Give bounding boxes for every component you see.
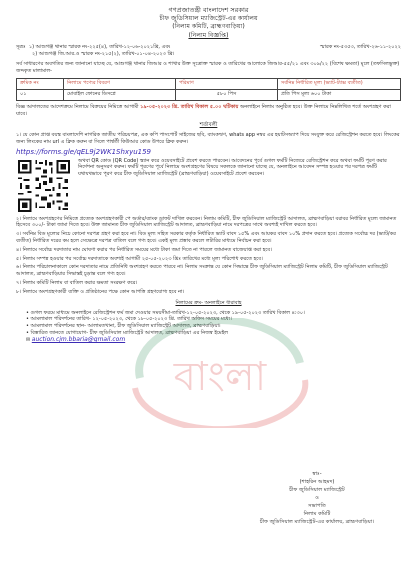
- col-min-price: সর্বনিম্ন নির্ধারিত মূল্য (ভ্যাট-ট্যাক্স ব্যতীত): [278, 79, 401, 90]
- ref-2: ২) আশুগঞ্জ জি.আর.ও স্মারক নং-২১৫(২), তারিখ-০১-০৪-২০২৩ খ্রি।: [32, 51, 175, 57]
- term-4: ৪। নিলামে সর্বোচ্চ দরদাতার নাম ঘোষণা করার পর নির্ধারিত সময়ের মধ্যে টাকা জমা দিতে না পারলে জামানত বাজেয়াপ্ত করা হবে।: [16, 246, 273, 253]
- terms-title: শর্তাবলী: [199, 122, 218, 128]
- letterhead: [16, 6, 401, 40]
- qr-instructions: অথবা QR কোড (QR Code) স্ক্যান করে ওয়েবসাইটে প্রবেশ করতে পারবেন। আবেদনের পূর্বে গুগল ফর্মটি নিজেরে রেজিস্ট্রেশন করে অথবা ফর্মটি পূরণ করার নির্দেশনা অনুসরণ করুন। ফর্মটি পূরণের পূর্বে নিলামে অংশগ্রহণের বিষয়ে সকলকে জানানো যাচ্ছে যে, অনলাইনে আবেদন সম্পন্ন হওয়ার পর দরপত্র ফর্মটি যথাযথভাবে পূরণ করে চীফ জুডিসিয়াল ম্যাজিস্ট্রেট (ব্রাহ্মণবাড়িয়া) ওয়েবসাইটে প্রবেশ করবেন।: [78, 157, 387, 178]
- ref-1: ১) আশুগঞ্জ থানার স্মারক নং-২২৫(৪), তারিখ-১২-০৬-২০২১খ্রি, এবং: [28, 44, 171, 50]
- term-7: ৭। নিলাম কমিটি নিলাম বা বাতিল করার ক্ষমতা সংরক্ষণ করে।: [16, 279, 138, 286]
- term-2: ২। নিলামে অংশগ্রহণের নিমিত্তে প্রত্যেক অংশগ্রহণকারী পে অর্ডার/ব্যাংক ড্রাফট দাখিল করবেন। নিলাম কমিটি, চীফ জুডিসিয়াল ম্যাজিস্ট্রেট আদালত, ব্রাহ্মণবাড়িয়া বরাবর নির্ধারিত মূল্যে জামানত হিসেবে ৩০০/- টাকা জামা দিতে হবে। উক্ত জামানত চীফ জুডিসিয়াল ম্যাজিস্ট্রেট আদালত, ব্রাহ্মণবাড়িয়া নামে দরপত্রের সাথে অবশ্যই দাখিল করতে হবে।: [16, 215, 397, 229]
- signatory-designation-1: চীফ জুডিসিয়াল ম্যাজিস্ট্রেট: [289, 487, 345, 493]
- col-quantity: পরিমাণ: [176, 79, 278, 90]
- ref-label: সূত্রঃ: [16, 44, 26, 50]
- cell-quantity: ৫৮০ পিস: [176, 90, 278, 101]
- signatory-designation-4: নিলাম কমিটি: [303, 511, 331, 517]
- schedule-item: • গুগল ফরমে মাধ্যমে অনলাইনে রেজিস্ট্রেশন ফর্ম জমা দেওয়ার সময়সীমা-তারিখ-১২-০৫-২০২৩, থেকে ১৯-০৫-২০২৩ তারিখ বিকাল ৪:৩০।: [26, 309, 305, 316]
- committee-title: (নিলাম কমিটি, ব্রাহ্মণবাড়িয়া): [172, 23, 245, 30]
- notice-title: (নিলাম বিজ্ঞপ্তি): [188, 31, 229, 39]
- registration-link[interactable]: https://forms.gle/qEL9j2WK1Shxyu159: [16, 147, 152, 156]
- term-1: ১। যে কোন প্রাপ্ত বয়স্ক বাংলাদেশি নাগরিক জাতীয় পরিচয়পত্র, এক কপি পাসপোর্ট সাইজের ছবি, ব্যাংকঋণ, whats app নম্বর এর হয়াটসঅ্যাপ দিয়ে সংযুক্ত করে রেজিস্ট্রেশন করতে হবে। লিংকের জন্য লিংকের নাম url এ ক্লিক করুন বা সিলে পার্শ্বর্তী কিউআর কোড উপরে ক্লিক করুন।: [16, 132, 400, 145]
- schedule-title: নিলামের ক্রম- অনলাইনে ধারাবাহ: [175, 299, 242, 306]
- signatory-designation-5: চীফ জুডিসিয়াল ম্যাজিস্ট্রেট-এর কার্যালয়, ব্রাহ্মণবাড়িয়া।: [259, 519, 375, 525]
- table-row: [17, 90, 401, 101]
- notice-after: অনলাইনে নিলাম অনুষ্ঠিত হবে। উক্ত নিলামে নিম্নলিখিত শর্তে অংশগ্রহণ করা যাবে।: [16, 104, 391, 117]
- auction-notice: [16, 104, 401, 118]
- col-item: নিলামে পণ্যের বিবরণ: [64, 79, 176, 90]
- qr-block: [16, 158, 401, 214]
- col-serial: ক্রমিক নং: [17, 79, 64, 90]
- signatory-designation-2: ও: [315, 495, 319, 501]
- cell-min-price: প্রতি পিস মূল্য ৬০০ টাকা: [278, 90, 401, 101]
- notice-date: ১৯-০৫-২০২৩ খ্রি. তারিখ বিকাল ৫.০০ ঘটিকায়: [140, 104, 239, 110]
- email-line: ✉ auction.cjm.bbaria@gmail.com: [26, 335, 126, 343]
- reference-block: [16, 44, 401, 58]
- intro-paragraph: সর্ব সাধারণের অবগতির জন্য জানানো যাচ্ছে যে, আশুগঞ্জ থানার জিআর ও শাখার উক্ত সূত্রোক্ত স্মারক ও তারিখের আলোকে জিআর-৫৫/২১ এবং ৩০৯/২২ (বিশেষ ক্ষমতা) মূলে (তফসিলভুক্ত) জব্দকৃত মালামাল-: [16, 61, 400, 74]
- qr-code-icon[interactable]: [16, 158, 72, 214]
- schedule-item: • আমলামাল পরিদর্শনের স্থান- আলামতখানা, চীফ জুডিসিয়াল ম্যাজিস্ট্রেট আদালত, ব্রাহ্মণবাড়িয়া।: [26, 323, 221, 330]
- contact-email[interactable]: auction.cjm.bbaria@gmail.com: [31, 335, 126, 343]
- cell-item: মোবাইল ফোনের ডিসপ্লে: [64, 90, 176, 101]
- ref-1-right: স্মারক নং-৫৩৫৩, তারিখ-২৬-১১-২০২২: [319, 44, 401, 50]
- term-6: ৬। নিলাম পরিচালনাকালে কোন দরদাতার নামে প্রতিনিধি অংশগ্রহণ করতে পারবে না। নিলাম সংক্রান্ত যে কোন সিদ্ধান্তে চীফ জুডিসিয়াল ম্যাজিস্ট্রেট নিলাম কমিটি, চীফ জুডিসিয়াল ম্যাজিস্ট্রেট আদালত, ব্রাহ্মণবাড়িয়ার সিদ্ধান্তই চূড়ান্ত বলে গণ্য হবে।: [16, 264, 388, 278]
- schedule-item: • বিস্তারিত জানতে যোগাযোগ- চীফ জুডিসিয়াল ম্যাজিস্ট্রেট আদালত, ব্রাহ্মণবাড়িয়া এর নিজস্ব ইমেইল: [26, 329, 229, 336]
- auction-items-table: [16, 78, 401, 101]
- cell-serial: ০১: [17, 90, 64, 101]
- table-header-row: [17, 79, 401, 90]
- watermark-logo-icon: [120, 318, 320, 428]
- signatory-name: (শাহরিন আহমদ): [299, 479, 335, 485]
- office-title: চীফ জুডিসিয়াল ম্যাজিস্ট্রেট-এর কার্যালয়: [159, 14, 258, 22]
- schedule-item: • আমলামাল পরিদর্শনের তারিখ- ১২-০৫-২০২৩, থেকে ১৮-০৫-২০২৩ খ্রি. তারিখ অফিস সময়ের মধ্যে।: [26, 316, 232, 323]
- watermark-text: বাংলা: [173, 354, 267, 400]
- signatory-designation-3: সভাপতি: [308, 503, 326, 509]
- term-5: ৫। নিলাম সম্পন্ন হওয়ার পর সর্বোচ্চ দরদাতাকে অবশ্যই আগামী ২৫-০৫-২০২৩ খ্রিঃ তারিখের মধ্যে মূল্য পরিশোধ করতে হবে।: [16, 255, 263, 262]
- term-3: ৩। সর্বনিম্ন বিড মূল্যের নিচে কোনো দরপত্র গ্রহণ করা হবে না। বিড মূল্য সহিত সরকার কর্তৃক নির্ধারিত ভ্যাট বাবদ ১৫% এবং আয়কর বাবদ ১০% প্রদান করতে হবে। প্রত্যেক সর্বোচ্চ দর (ভ্যাট/কর ব্যতীত) নির্ধারিত দরের কম হলে সেক্ষেত্রে দরপত্র বাতিল বলে গণ্য হবে। একই মূল্য প্রস্তাব করলে লটারির মাধ্যমে নির্বাচন করা হবে।: [16, 231, 396, 244]
- term-8: ৮। নিলামে অংশগ্রহণকারী ব্যক্তি ও প্রতিষ্ঠানের পক্ষে কোন আপত্তি গ্রহণযোগ্য হবে না।: [16, 288, 185, 295]
- gov-title: গণপ্রজাতন্ত্রী বাংলাদেশ সরকার: [168, 6, 249, 14]
- notice-before: বিজ্ঞ আদালতের আদেশক্রমে নিলামে বিক্রয়ের নিমিত্তে আগামী: [16, 104, 139, 110]
- signature-block: [232, 470, 402, 526]
- signature-mark: স্বাঃ-: [312, 471, 322, 477]
